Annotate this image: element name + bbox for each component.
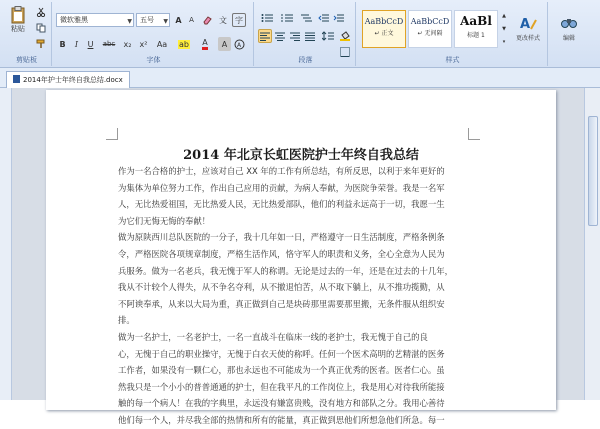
- style-heading-1-name: 标题 1: [467, 32, 485, 39]
- copy-button[interactable]: [34, 21, 48, 35]
- grow-font-button[interactable]: [172, 13, 185, 27]
- underline-button[interactable]: [84, 37, 97, 51]
- body-line: 令，严格医院各项规章制度，严格生活作风，恪守军人的职责和义务，全心全意为人民为: [118, 248, 445, 259]
- italic-button[interactable]: [70, 37, 83, 51]
- shading-button[interactable]: [338, 29, 352, 43]
- underline-label: U: [87, 39, 94, 49]
- body-line: 然我只是一个小小的普普通通的护士，但在我平凡的工作岗位上，我是用心对待我所能接: [118, 381, 445, 392]
- document-icon: [13, 75, 20, 83]
- strikethrough-button[interactable]: [100, 37, 118, 51]
- body-line: 做为一名护士，一名老护士，一名一直战斗在临床一线的老护士，我无愧于自己的良: [118, 331, 428, 342]
- phonetic-guide-button[interactable]: [216, 13, 230, 27]
- styles-scroll-up-button[interactable]: ▲: [502, 13, 506, 19]
- indent-icon: [333, 13, 344, 23]
- char-shading-label: A: [221, 39, 228, 49]
- body-line: 兵服务。做为一名老兵，我无愧于军人的称谓。无论是过去的一年，还是在过去的十几年，: [118, 265, 453, 276]
- numbering-button[interactable]: [278, 11, 296, 25]
- superscript-button[interactable]: [136, 37, 151, 51]
- change-case-label: Aa: [156, 39, 168, 49]
- align-right-icon: [290, 32, 300, 41]
- vertical-scrollbar[interactable]: [584, 88, 600, 400]
- paste-label: 粘贴: [11, 25, 25, 33]
- brush-icon: [36, 39, 46, 49]
- document-tab-name: 2014年护士年终自我总结.docx: [23, 76, 123, 84]
- body-line: 他们每一个人，并尽我全部的热情和所有的能量，真正做到思他们所想急他们所急。每一: [118, 414, 445, 425]
- chevron-down-icon: ▼: [163, 18, 168, 25]
- shrink-font-label: A: [189, 16, 194, 24]
- clear-format-button[interactable]: [200, 13, 214, 27]
- paragraph-group: [256, 2, 356, 66]
- paint-bucket-icon: [340, 31, 350, 41]
- style-normal-sample: AaBbCcD: [364, 17, 404, 26]
- vertical-ruler: [0, 88, 12, 400]
- svg-text:A: A: [520, 16, 531, 31]
- italic-label: I: [74, 39, 79, 49]
- align-center-icon: [275, 32, 285, 41]
- styles-group: [358, 2, 548, 66]
- style-no-spacing-name: ↵ 无间隔: [417, 30, 443, 37]
- scissors-icon: [36, 7, 46, 17]
- line-spacing-button[interactable]: [320, 29, 336, 43]
- clipboard-group-label: 剪贴板: [16, 56, 37, 64]
- clipboard-group: [2, 2, 52, 66]
- decrease-indent-button[interactable]: [316, 11, 330, 25]
- justify-button[interactable]: [303, 29, 317, 43]
- document-workspace: [12, 88, 584, 425]
- document-title: 2014 年北京长虹医院护士年终自我总结: [183, 148, 419, 163]
- numbered-list-icon: [281, 13, 293, 23]
- margin-corner-top-right: [468, 128, 480, 140]
- paste-button[interactable]: [6, 4, 30, 36]
- font-size-value: 五号: [140, 16, 154, 24]
- style-normal-name: ↵ 正文: [374, 30, 394, 37]
- copy-icon: [36, 23, 46, 33]
- superscript-label: x²: [139, 39, 148, 49]
- body-line: 人，无比热爱祖国，无比热爱人民，无比热爱部队，他们的利益永远高于一切，我愿一生: [118, 199, 445, 210]
- editing-group: [550, 2, 590, 66]
- bold-label: B: [59, 39, 66, 49]
- bullet-list-icon: [261, 13, 273, 23]
- bullets-button[interactable]: [258, 11, 276, 25]
- grow-font-label: A: [175, 15, 182, 25]
- justify-icon: [305, 32, 315, 41]
- increase-indent-button[interactable]: [331, 11, 345, 25]
- margin-corner-top-left: [106, 128, 118, 140]
- outdent-icon: [318, 13, 329, 23]
- format-painter-button[interactable]: [34, 37, 48, 51]
- enclose-char-label: 字: [235, 15, 243, 25]
- body-line: 作为一名合格的护士，应该对自己 XX 年的工作有所总结，有所反思，以利于来年更好的: [118, 166, 445, 176]
- body-line: 触的每一个病人！在我的字典里，永远没有嫌富贵贱，没有地方和部队之分。我用心善待: [118, 398, 445, 409]
- chevron-down-icon: ▼: [127, 18, 132, 25]
- style-heading-1-sample: AaBl: [460, 14, 492, 28]
- strikethrough-label: abc: [102, 40, 116, 48]
- body-line: 为它们无悔无悔的奉献！: [118, 215, 211, 226]
- shrink-font-button[interactable]: [185, 13, 198, 27]
- body-line: 我从不计较个人得失，从不争名夺利，从不撤退怕苦，从不取下躺上，从不推功揽勤，从: [118, 282, 445, 293]
- body-line: 排。: [118, 315, 135, 326]
- style-no-spacing[interactable]: [408, 10, 452, 48]
- ribbon: [0, 0, 600, 68]
- align-right-button[interactable]: [288, 29, 302, 43]
- change-styles-icon: [519, 15, 537, 31]
- align-left-button[interactable]: [258, 29, 272, 43]
- styles-scroll-down-button[interactable]: ▼: [502, 26, 506, 32]
- char-shading-button[interactable]: [218, 37, 231, 51]
- body-line: 为集体为单位努力工作，作出自己应用的贡献，为病人奉献，为医院争荣誉。我是一名军: [118, 182, 445, 193]
- font-color-button[interactable]: [196, 37, 214, 51]
- change-case-button[interactable]: [154, 37, 170, 51]
- svg-text:A: A: [237, 41, 242, 49]
- font-group-label: 字体: [146, 56, 161, 64]
- editing-button[interactable]: [554, 8, 584, 48]
- style-normal[interactable]: [362, 10, 406, 48]
- highlight-button[interactable]: [174, 37, 194, 51]
- font-name-value: 微软雅黑: [60, 16, 88, 24]
- document-page[interactable]: [46, 90, 556, 425]
- styles-more-button[interactable]: ▾: [502, 39, 506, 45]
- font-color-label: A: [202, 38, 207, 50]
- change-styles-label: 更改样式: [515, 34, 540, 42]
- font-group: [54, 2, 254, 66]
- highlight-label: ab: [179, 39, 189, 49]
- clipboard-icon: [10, 6, 26, 24]
- document-tab-bar: [0, 68, 600, 88]
- font-name-combo[interactable]: [56, 13, 134, 27]
- subscript-button[interactable]: [120, 37, 135, 51]
- eraser-icon: [202, 15, 212, 25]
- change-styles-button[interactable]: [510, 8, 546, 48]
- char-border-button[interactable]: [233, 37, 246, 51]
- font-size-combo[interactable]: [136, 13, 170, 27]
- body-line: 工作者，如果没有一颗仁心，那也永远也不可能成为一个真正优秀的医者。医者仁心。虽: [118, 365, 445, 376]
- cut-button[interactable]: [34, 5, 48, 19]
- style-no-spacing-sample: AaBbCcD: [410, 17, 450, 26]
- document-tab[interactable]: [6, 71, 130, 88]
- multilevel-list-icon: [300, 13, 312, 23]
- align-left-icon: [260, 32, 270, 41]
- style-heading-1[interactable]: [454, 10, 498, 48]
- multilevel-list-button[interactable]: [298, 11, 314, 25]
- document-body[interactable]: [118, 163, 466, 429]
- line-spacing-icon: [322, 31, 334, 41]
- binoculars-icon: [561, 15, 577, 29]
- enclose-char-button[interactable]: [232, 13, 246, 27]
- align-center-button[interactable]: [273, 29, 287, 43]
- subscript-label: x₂: [123, 39, 132, 49]
- scrollbar-thumb[interactable]: [588, 116, 598, 226]
- phonetic-guide-label: 文: [219, 15, 227, 25]
- body-line: 不阿谀奉承，从来以大局为重，真正做到自己是块砖那里需要那里搬，无条件服从组织安: [118, 298, 445, 309]
- editing-label: 编辑: [562, 34, 575, 42]
- styles-group-label: 样式: [445, 56, 460, 64]
- body-line: 心，无愧于自己的职业操守，无愧于白衣天使的称呼。任何一个医术高明的艺精湛的医务: [118, 348, 445, 359]
- circle-a-icon: [234, 39, 245, 50]
- body-line: 做为原陕西川总队医院的一分子，我十几年如一日，严格遵守一日生活制度，严格条例条: [118, 232, 445, 243]
- paragraph-group-label: 段落: [298, 56, 313, 64]
- bold-button[interactable]: [56, 37, 69, 51]
